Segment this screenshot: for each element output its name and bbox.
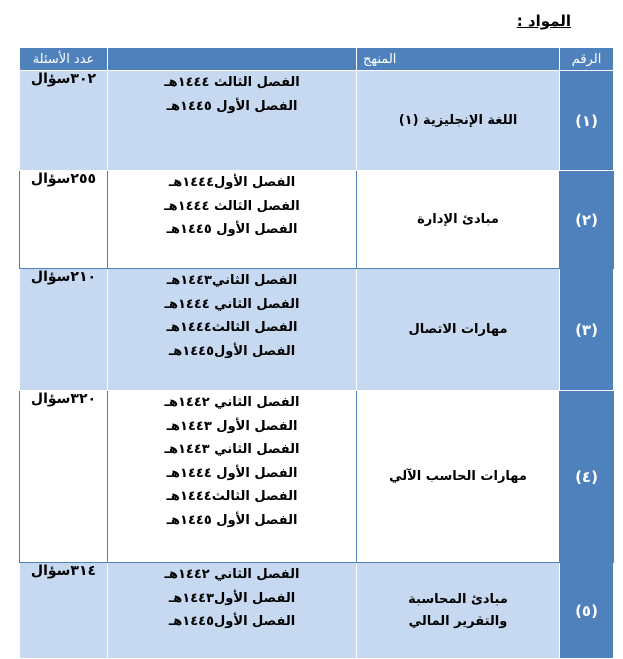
term-item: الفصل الأول ١٤٤٥هـ [166, 222, 298, 237]
terms-cell [108, 269, 357, 391]
question-count: ٣٠٢سؤال [20, 71, 108, 171]
term-item: الفصل الأول١٤٤٥هـ [168, 614, 296, 629]
table-row [20, 171, 614, 269]
row-number: (٤) [560, 391, 614, 563]
course-name: مبادئ الإدارة [357, 171, 560, 269]
term-item: الفصل الأول١٤٤٥هـ [168, 343, 296, 359]
course-name: اللغة الإنجليزية (١) [357, 71, 560, 171]
term-item: الفصل الثاني ١٤٤٢هـ [164, 395, 300, 410]
row-number: (١) [560, 71, 614, 171]
header-question-count: عدد الأسئلة [20, 48, 108, 71]
course-name: مهارات الاتصال [357, 269, 560, 391]
row-number: (٢) [560, 171, 614, 269]
table-row [20, 391, 614, 563]
term-item: الفصل الأول ١٤٤٣هـ [166, 418, 298, 434]
term-item: الفصل الأول١٤٤٣هـ [168, 590, 296, 606]
terms-cell [108, 563, 357, 659]
term-item: الفصل الثالث ١٤٤٤هـ [164, 75, 300, 90]
header-number: الرقم [560, 48, 614, 71]
term-item: الفصل الثالث١٤٤٤هـ [166, 320, 298, 335]
term-item: الفصل الأول١٤٤٤هـ [168, 175, 296, 190]
table-row [20, 71, 614, 171]
question-count: ٢١٠سؤال [20, 269, 108, 391]
question-count: ٣١٤سؤال [20, 563, 108, 659]
course-name: مهارات الحاسب الآلي [357, 391, 560, 563]
terms-cell [108, 391, 357, 563]
terms-cell [108, 71, 357, 171]
row-number: (٣) [560, 269, 614, 391]
subjects-table [19, 47, 614, 659]
table-row [20, 563, 614, 659]
terms-cell [108, 171, 357, 269]
term-item: الفصل الثاني ١٤٤٤هـ [164, 296, 300, 312]
term-item: الفصل الأول ١٤٤٥هـ [166, 98, 298, 114]
term-item: الفصل الثالث١٤٤٤هـ [166, 489, 298, 504]
term-item: الفصل الثاني ١٤٤٣هـ [164, 442, 300, 457]
course-name: مبادئ المحاسبة والتقرير المالي [357, 563, 560, 659]
header-curriculum: المنهج [357, 48, 560, 71]
question-count: ٢٥٥سؤال [20, 171, 108, 269]
table-row [20, 269, 614, 391]
term-item: الفصل الثالث ١٤٤٤هـ [164, 198, 300, 214]
table-header-row [20, 48, 614, 71]
row-number: (٥) [560, 563, 614, 659]
term-item: الفصل الأول ١٤٤٤هـ [166, 465, 298, 481]
question-count: ٣٢٠سؤال [20, 391, 108, 563]
term-item: الفصل الثاني١٤٤٣هـ [166, 273, 298, 288]
term-item: الفصل الأول ١٤٤٥هـ [166, 512, 298, 528]
term-item: الفصل الثاني ١٤٤٢هـ [164, 567, 300, 582]
header-terms-blank [108, 48, 357, 71]
page-heading: المواد : [516, 12, 571, 30]
